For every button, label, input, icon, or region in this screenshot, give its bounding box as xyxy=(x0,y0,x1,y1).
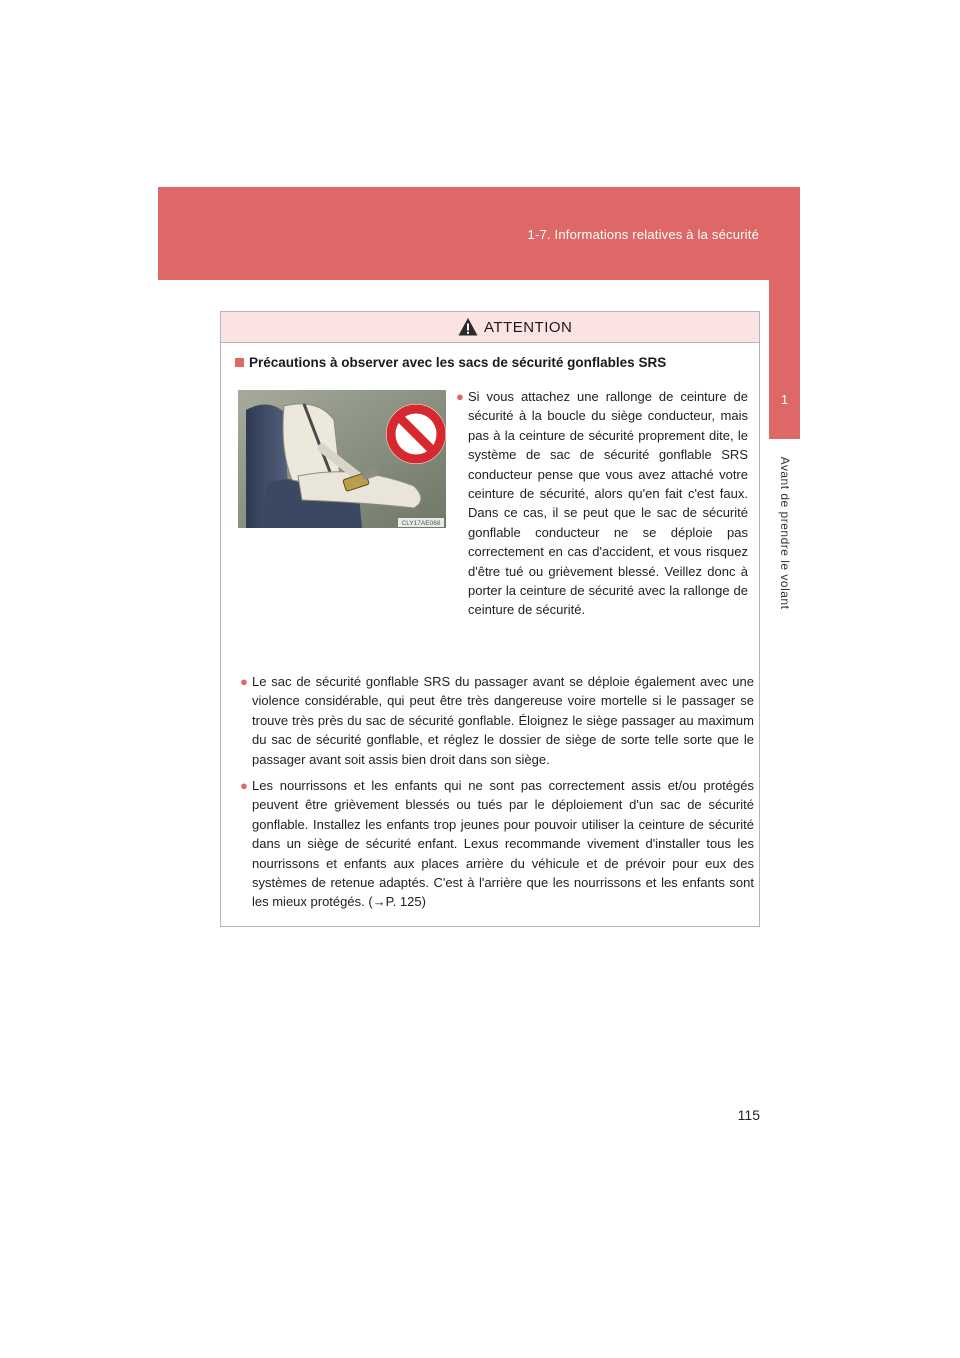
paragraph-seatbelt-extender xyxy=(456,387,748,620)
chapter-number: 1 xyxy=(780,392,789,407)
paragraph-text: Si vous attachez une rallonge de ceinture de sécurité à la boucle du siège conducteur, mais pas à la ceinture de sécurité proprement dite, le système de sac de sécurité gonflable SRS conducteur pense que vous avez attaché votre ceinture de sécurité, alors qu'en fait c'est faux. Dans ce cas, il se peut que le sac de sécurité gonflable conducteur ne se déploie pas correctement en cas d'accident, et vous risquez d'être tué ou grièvement blessé. Veillez donc à porter la ceinture de sécurité avec la rallonge de ceinture de sécurité. xyxy=(468,389,748,618)
seatbelt-extender-illustration xyxy=(238,390,446,528)
chapter-label-vertical xyxy=(774,448,796,618)
paragraph-children-safety xyxy=(240,776,754,912)
paragraph-text: Les nourrissons et les enfants qui ne sont pas correctement assis et/ou protégés peuvent être grièvement blessés ou tués par le déploiement d'un sac de sécurité gonflable. Installez les enfants trop jeunes pour pouvoir utiliser la ceinture de sécurité dans un siège de sécurité enfant. Lexus recommande vivement d'installer tous les nourrissons et enfants aux places arrière du véhicule et de prévoir pour eux des systèmes de retenue adaptés. C'est à l'arrière que les nourrissons et les enfants sont les mieux protégés. (→P. 125) xyxy=(252,778,754,910)
section-title xyxy=(235,355,666,370)
attention-title: ATTENTION xyxy=(484,319,573,336)
section-header-band xyxy=(158,187,800,280)
warning-triangle-icon xyxy=(458,317,478,337)
attention-header xyxy=(221,312,759,343)
page-number: 115 xyxy=(737,1107,760,1123)
section-header-title: 1-7. Informations relatives à la sécurité xyxy=(527,227,759,242)
section-title-text: Précautions à observer avec les sacs de sécurité gonflables SRS xyxy=(249,355,667,370)
paragraph-text: Le sac de sécurité gonflable SRS du passager avant se déploie également avec une violence considérable, qui peut être très dangereuse voire mortelle si le passager se trouve très près du sac de sécurité gonflable. Éloignez le siège passager au maximum du sac de sécurité gonflable, et réglez le dossier de siège de sorte telle sorte que le passager avant soit assis bien droit dans son siège. xyxy=(252,674,754,767)
attention-box xyxy=(220,311,760,927)
image-code: CLY17AE068 xyxy=(401,520,441,527)
round-bullet-icon: ● xyxy=(456,389,464,404)
round-bullet-icon: ● xyxy=(240,778,248,793)
chapter-label: Avant de prendre le volant xyxy=(778,456,792,610)
round-bullet-icon: ● xyxy=(240,674,248,689)
square-bullet-icon xyxy=(235,358,244,367)
paragraph-passenger-airbag xyxy=(240,672,754,769)
